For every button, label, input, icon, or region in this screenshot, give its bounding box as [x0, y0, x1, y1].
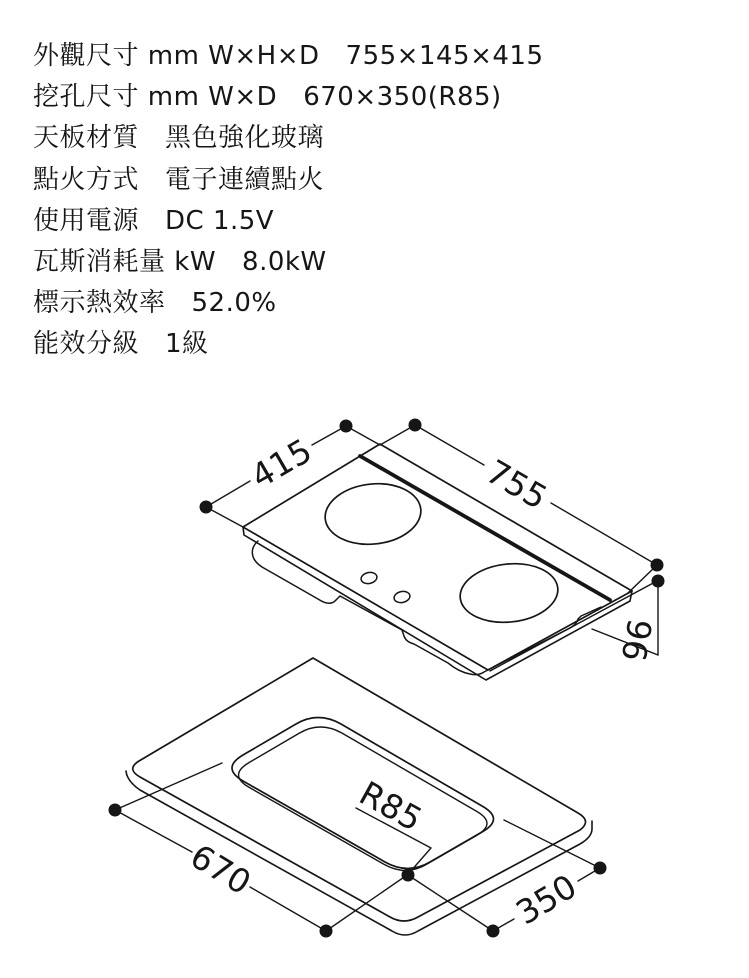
dimension-dot	[320, 925, 333, 938]
dim-label-cutout-width-670: 670	[183, 836, 258, 903]
spec-label: 標示熱效率	[33, 288, 166, 319]
spec-value: 黑色強化玻璃	[165, 123, 325, 154]
spec-value: 755×145×415	[345, 41, 544, 71]
dimension-dot	[487, 925, 500, 938]
spec-label: 能效分級	[33, 329, 140, 360]
dimension-dot	[594, 862, 607, 875]
dimension-dot	[109, 804, 122, 817]
leader-dot	[402, 869, 415, 882]
dim-label-depth-415: 415	[244, 430, 319, 497]
cooktop-glass-top	[243, 444, 632, 670]
spec-label: 使用電源	[33, 205, 140, 236]
dim-label-width-755: 755	[479, 451, 554, 518]
spec-value: 電子連續點火	[165, 164, 325, 195]
spec-label: 瓦斯消耗量 kW	[33, 247, 217, 278]
spec-label: 外觀尺寸 mm W×H×D	[33, 41, 320, 71]
dimension-dot	[340, 420, 353, 433]
spec-value: 8.0kW	[242, 247, 327, 278]
dim-label-height-96: 96	[613, 616, 660, 665]
spec-value: 52.0%	[191, 288, 277, 319]
spec-value: DC 1.5V	[165, 205, 275, 236]
dim-label-corner-radius-R85: R85	[352, 773, 429, 839]
dim-label-cutout-depth-350: 350	[509, 866, 584, 933]
spec-label: 點火方式	[33, 164, 140, 195]
spec-label: 天板材質	[33, 123, 140, 154]
dimension-dot	[200, 501, 213, 514]
spec-label: 挖孔尺寸 mm W×D	[33, 82, 278, 113]
dimension-dot	[652, 575, 665, 588]
dimension-dot	[651, 559, 664, 572]
spec-value: 1級	[165, 329, 209, 360]
dimension-dot	[409, 419, 422, 432]
cutout-isometric-diagram	[109, 658, 607, 938]
counter-slab-top	[133, 658, 586, 921]
cooktop-isometric-diagram	[200, 419, 665, 681]
spec-value: 670×350(R85)	[303, 82, 502, 113]
